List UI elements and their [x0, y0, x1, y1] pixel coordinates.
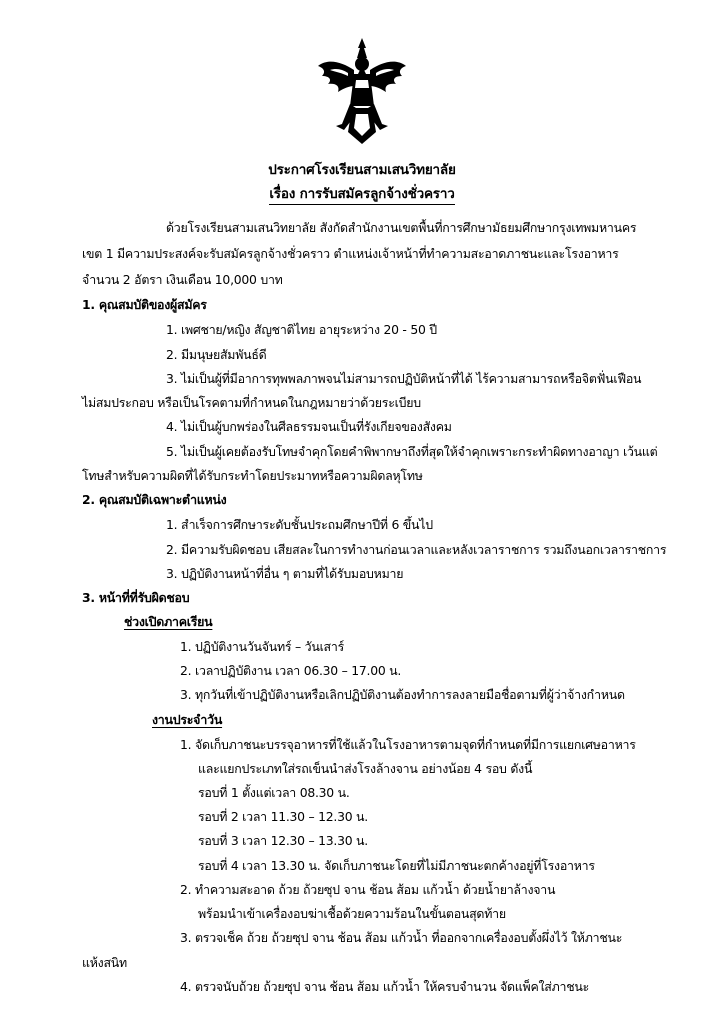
subheading-semester: ช่วงเปิดภาคเรียน [124, 614, 213, 629]
list-item: 4. ไม่เป็นผู้บกพร่องในศีลธรรมจนเป็นที่รังเกียจของสังคม [166, 419, 452, 434]
list-item-continuation: ไม่สมประกอบ หรือเป็นโรคตามที่กำหนดในกฎหมายว่าด้วยระเบียบ [82, 395, 421, 410]
round-item: รอบที่ 4 เวลา 13.30 น. จัดเก็บภาชนะโดยที่ไม่มีภาชนะตกค้างอยู่ที่โรงอาหาร [198, 858, 595, 873]
round-item: รอบที่ 2 เวลา 11.30 – 12.30 น. [198, 809, 368, 824]
list-item: 1. เพศชาย/หญิง สัญชาติไทย อายุระหว่าง 20 - 50 ปี [166, 322, 437, 337]
section-heading-responsibilities: 3. หน้าที่ที่รับผิดชอบ [82, 590, 190, 605]
list-item: 2. มีมนุษยสัมพันธ์ดี [166, 347, 267, 362]
list-item-continuation: และแยกประเภทใส่รถเข็นนำส่งโรงล้างจาน อย่างน้อย 4 รอบ ดังนี้ [198, 761, 533, 776]
list-item: 3. ตรวจเช็ค ถ้วย ถ้วยซุป จาน ช้อน ส้อม แก้วน้ำ ที่ออกจากเครื่องอบตั้งผึ่งไว้ ให้ภาชนะ [180, 930, 623, 945]
list-item: 5. ไม่เป็นผู้เคยต้องรับโทษจำคุกโดยคำพิพากษาถึงที่สุดให้จำคุกเพราะกระทำผิดทางอาญา เว้นแต่ [166, 444, 658, 459]
intro-line: ด้วยโรงเรียนสามเสนวิทยาลัย สังกัดสำนักงานเขตพื้นที่การศึกษามัธยมศึกษากรุงเทพมหานคร [166, 220, 637, 235]
announcement-title: ประกาศโรงเรียนสามเสนวิทยาลัย [268, 162, 456, 178]
list-item: 2. เวลาปฏิบัติงาน เวลา 06.30 – 17.00 น. [180, 663, 402, 678]
round-item: รอบที่ 1 ตั้งแต่เวลา 08.30 น. [198, 785, 350, 800]
announcement-subject: เรื่อง การรับสมัครลูกจ้างชั่วคราว [0, 182, 724, 204]
section-heading-position-qualifications: 2. คุณสมบัติเฉพาะตำแหน่ง [82, 492, 227, 507]
list-item: 3. ทุกวันที่เข้าปฏิบัติงานหรือเลิกปฏิบัติงานต้องทำการลงลายมือชื่อตามที่ผู้ว่าจ้างกำหนด [180, 687, 625, 702]
list-item-continuation: โทษสำหรับความผิดที่ได้รับกระทำโดยประมาทหรือความผิดลหุโทษ [82, 468, 423, 483]
section-heading-qualifications: 1. คุณสมบัติของผู้สมัคร [82, 297, 207, 312]
round-item: รอบที่ 3 เวลา 12.30 – 13.30 น. [198, 833, 368, 848]
list-item: 2. มีความรับผิดชอบ เสียสละในการทำงานก่อนเวลาและหลังเวลาราชการ รวมถึงนอกเวลาราชการ [166, 542, 667, 557]
list-item: 3. ไม่เป็นผู้ที่มีอาการทุพพลภาพจนไม่สามารถปฏิบัติหน้าที่ได้ ไร้ความสามารถหรือจิตฟั่นเฟือน [166, 371, 642, 386]
list-item-continuation: พร้อมนำเข้าเครื่องอบฆ่าเชื้อด้วยความร้อนในขั้นตอนสุดท้าย [198, 906, 506, 921]
subheading-daily-work: งานประจำวัน [152, 712, 223, 727]
list-item: 1. ปฏิบัติงานวันจันทร์ – วันเสาร์ [180, 639, 344, 654]
garuda-emblem [314, 36, 410, 148]
list-item: 1. จัดเก็บภาชนะบรรจุอาหารที่ใช้แล้วในโรงอาหารตามจุดที่กำหนดที่มีการแยกเศษอาหาร [180, 737, 636, 752]
intro-line: จำนวน 2 อัตรา เงินเดือน 10,000 บาท [82, 272, 283, 287]
list-item: 2. ทำความสะอาด ถ้วย ถ้วยซุป จาน ช้อน ส้อม แก้วน้ำ ด้วยน้ำยาล้างจาน [180, 882, 556, 897]
list-item: 3. ปฏิบัติงานหน้าที่อื่น ๆ ตามที่ได้รับมอบหมาย [166, 566, 404, 581]
intro-line: เขต 1 มีความประสงค์จะรับสมัครลูกจ้างชั่วคราว ตำแหน่งเจ้าหน้าที่ทำความสะอาดภาชนะและโรงอาหาร [82, 246, 619, 261]
list-item: 4. ตรวจนับถ้วย ถ้วยซุป จาน ช้อน ส้อม แก้วน้ำ ให้ครบจำนวน จัดแพ็คใส่ภาชนะ [180, 979, 590, 994]
list-item: 1. สำเร็จการศึกษาระดับชั้นประถมศึกษาปีที่ 6 ขึ้นไป [166, 517, 433, 532]
list-item-continuation: แห้งสนิท [82, 955, 127, 970]
